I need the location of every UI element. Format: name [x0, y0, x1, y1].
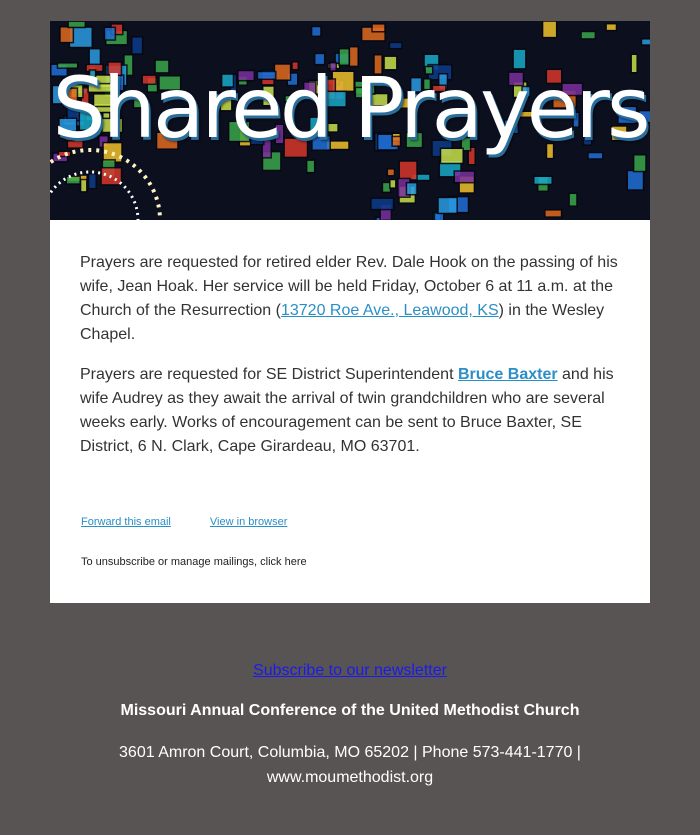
message-body	[50, 220, 650, 459]
subscribe-newsletter-link[interactable]: Subscribe to our newsletter	[253, 662, 447, 679]
church-address-link[interactable]: 13720 Roe Ave., Leawood, KS	[280, 302, 499, 319]
bruce-baxter-link[interactable]: Bruce Baxter	[457, 366, 558, 383]
prayer-paragraph-baxter	[80, 363, 620, 459]
view-in-browser-link[interactable]: View in browser	[209, 516, 288, 528]
banner-title: Shared Prayers	[52, 59, 648, 157]
website-text: www.moumethodist.org	[266, 769, 434, 786]
p1-text-before: Prayers are requested for retired elder Rev. Dale Hook on the passing of his wife, Jean Hoak. Her service will be held Friday, October 6 at 11 a.m. at the Church of the Resurrection (	[80, 254, 618, 319]
p1-text-after: ) in the Wesley Chapel.	[80, 302, 605, 343]
p2-text-before: Prayers are requested for SE District Superintendent	[80, 366, 458, 383]
email-card	[50, 21, 650, 603]
p2-text-after: and his wife Audrey as they await the arrival of twin grandchildren who are several weeks early. Works of encouragement can be sent to Bruce Baxter, SE District, 6 N. Clark, Cape Girardeau, MO 63701.	[80, 366, 614, 455]
prayer-paragraph-hook	[80, 251, 620, 347]
header-banner	[50, 21, 650, 220]
contact-info	[0, 740, 700, 790]
organization-name: Missouri Annual Conference of the United Methodist Church	[120, 702, 580, 719]
unsubscribe-link[interactable]: To unsubscribe or manage mailings, click here	[81, 556, 307, 568]
footer	[0, 662, 700, 790]
email-links	[81, 516, 287, 528]
address-line: 3601 Amron Court, Columbia, MO 65202 | Phone 573-441-1770 |	[119, 744, 581, 761]
forward-email-link[interactable]: Forward this email	[81, 516, 171, 528]
